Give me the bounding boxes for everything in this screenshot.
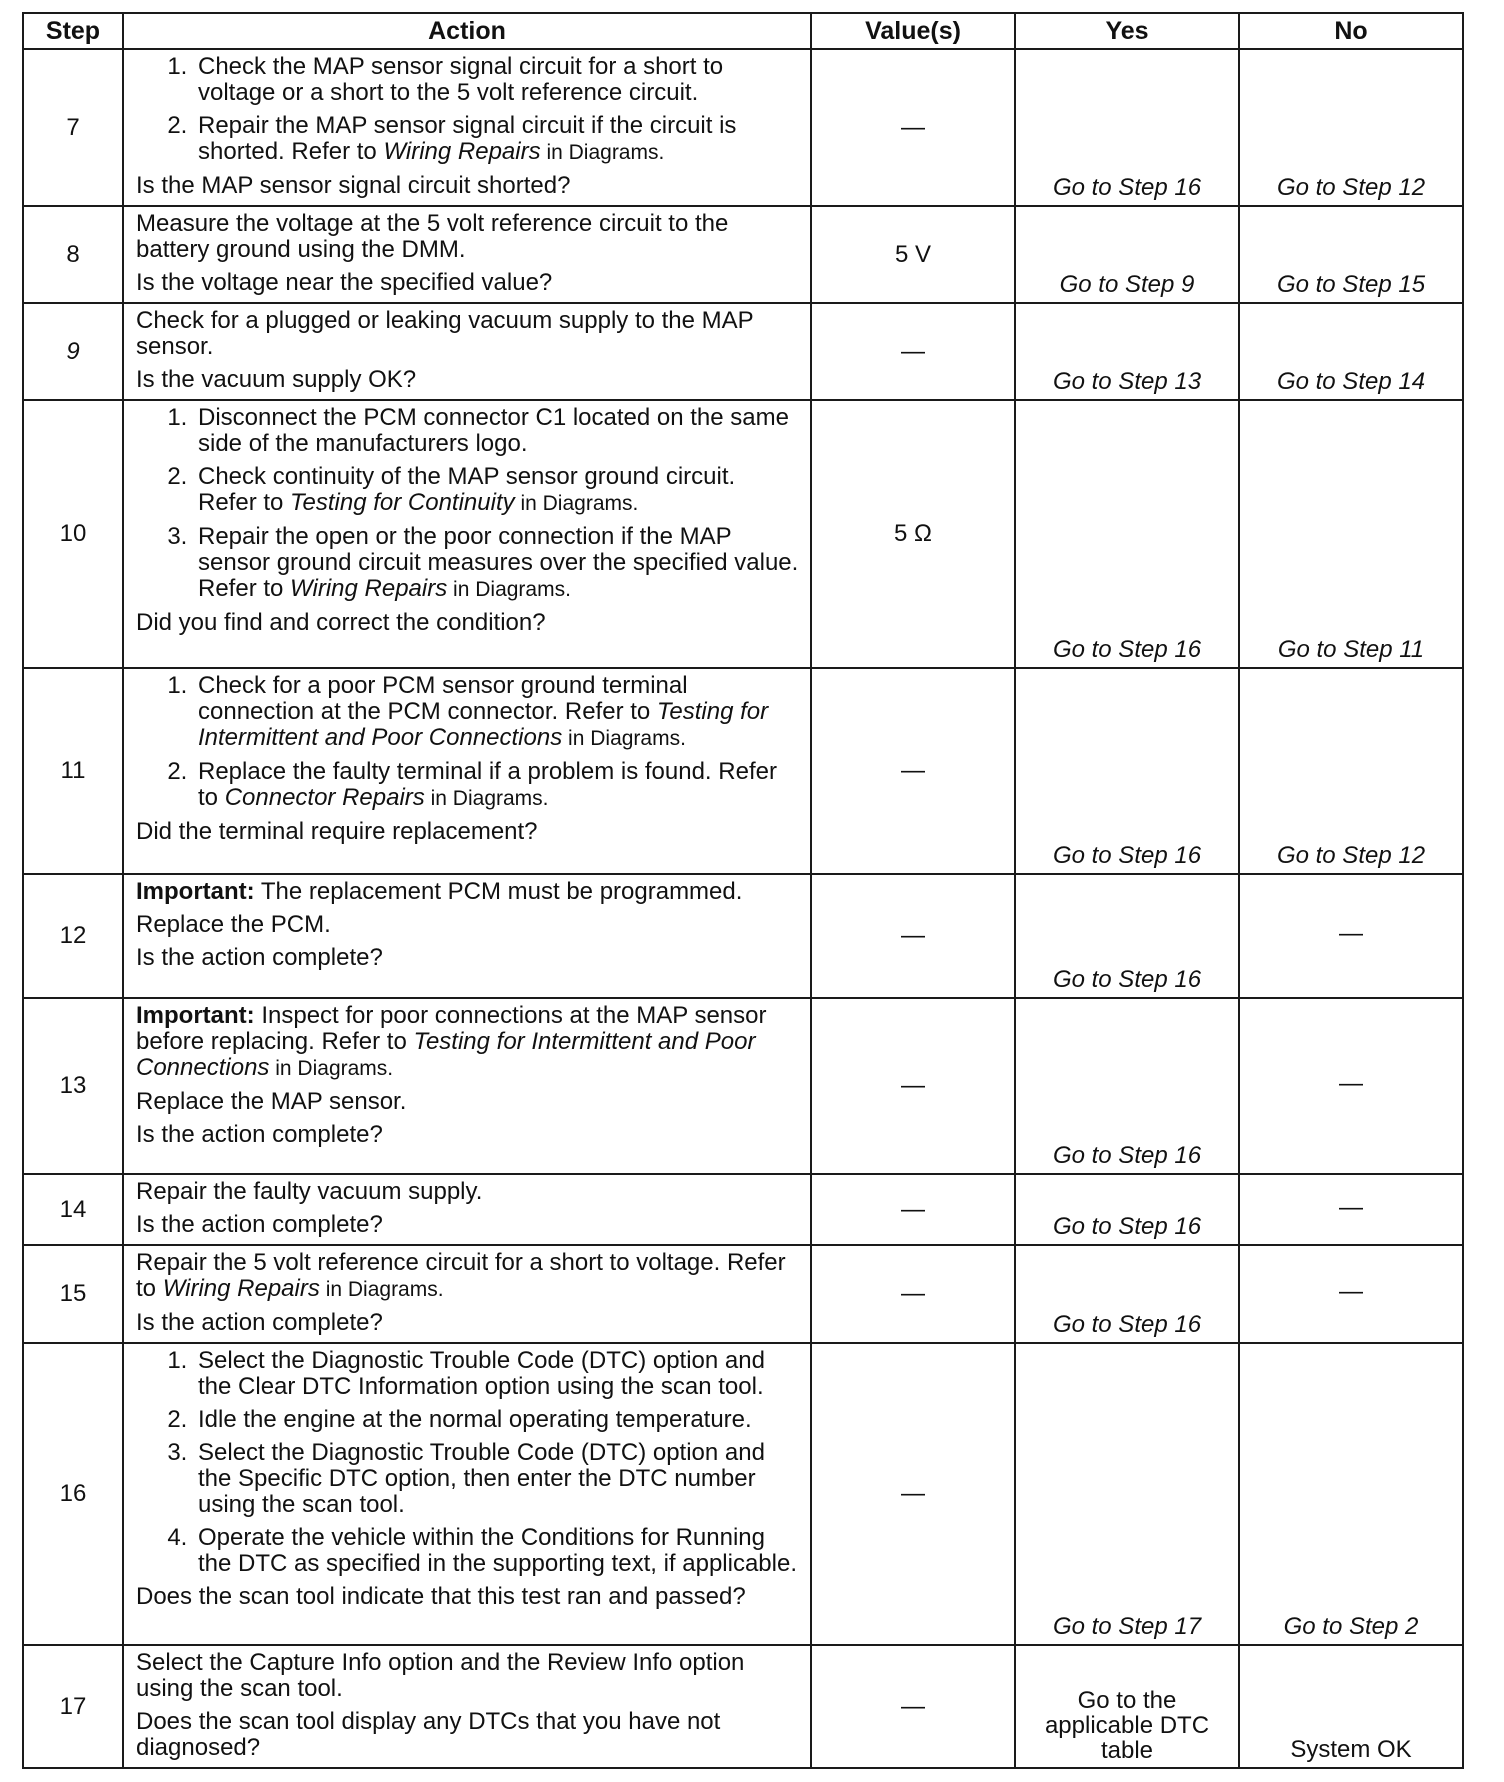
action-text: in Diagrams. (424, 787, 549, 810)
yes-cell: Go to Step 16 (1015, 998, 1239, 1174)
action-cell (123, 1343, 811, 1645)
action-text: Replace the PCM. (136, 911, 331, 938)
action-steps (136, 1348, 800, 1577)
important-text: in Diagrams. (269, 1057, 394, 1080)
action-text: Idle the engine at the normal operating temperature. (198, 1406, 752, 1433)
action-cell (123, 303, 811, 400)
action-question: Is the action complete? (136, 1121, 383, 1148)
no-cell: Go to Step 11 (1239, 400, 1463, 668)
action-question: Is the action complete? (136, 944, 383, 971)
value-cell: 5 V (811, 206, 1015, 303)
yes-cell: Go to Step 16 (1015, 1245, 1239, 1343)
important-note (136, 1003, 800, 1082)
action-text: in Diagrams. (447, 578, 571, 601)
action-cell (123, 998, 811, 1174)
action-cell (123, 1174, 811, 1245)
step-number: 9 (23, 303, 123, 400)
action-text: Check continuity of the MAP sensor ground circuit. Refer to (198, 463, 736, 516)
action-text: Measure the voltage at the 5 volt reference circuit to the battery ground using the DMM. (136, 210, 729, 263)
reference-link: Wiring Repairs (290, 575, 448, 602)
action-step (194, 1348, 800, 1400)
table-row (23, 668, 1463, 874)
yes-cell: Go to Step 16 (1015, 400, 1239, 668)
action-text: Check for a poor PCM sensor ground terminal connection at the PCM connector. Refer to (198, 672, 688, 725)
yes-cell: Go to Step 16 (1015, 874, 1239, 998)
no-cell: — (1239, 1245, 1463, 1343)
action-cell (123, 668, 811, 874)
action-question: Is the vacuum supply OK? (136, 366, 417, 393)
header-action: Action (123, 13, 811, 49)
diagnostic-table-sheet (22, 12, 1462, 1769)
action-text: Select the Capture Info option and the Review Info option using the scan tool. (136, 1649, 745, 1702)
action-cell (123, 49, 811, 206)
reference-link: Wiring Repairs (383, 138, 541, 165)
value-cell: — (811, 1343, 1015, 1645)
action-text: Operate the vehicle within the Conditions for Running the DTC as specified in the supporting text, if applicable. (198, 1524, 797, 1577)
header-step: Step (23, 13, 123, 49)
no-cell: Go to Step 12 (1239, 49, 1463, 206)
table-row (23, 1645, 1463, 1768)
action-text: Repair the open or the poor connection if the MAP sensor ground circuit measures over the specified value. Refer to (198, 523, 799, 602)
important-label: Important: (136, 878, 255, 905)
value-cell: — (811, 668, 1015, 874)
table-row (23, 1245, 1463, 1343)
action-cell (123, 874, 811, 998)
action-text: in Diagrams. (514, 492, 639, 515)
action-cell (123, 1245, 811, 1343)
action-text (136, 1250, 800, 1303)
action-cell (123, 1645, 811, 1768)
action-text: in Diagrams. (319, 1278, 444, 1301)
reference-link: Testing for Intermittent and Poor Connections (198, 698, 769, 751)
value-cell: — (811, 303, 1015, 400)
table-row (23, 400, 1463, 668)
value-cell: — (811, 49, 1015, 206)
yes-cell: Go to Step 16 (1015, 1174, 1239, 1245)
action-text: Disconnect the PCM connector C1 located on the same side of the manufacturers logo. (198, 404, 789, 457)
yes-cell: Go to Step 13 (1015, 303, 1239, 400)
no-cell: — (1239, 874, 1463, 998)
action-step (194, 464, 800, 517)
yes-cell: Go to Step 9 (1015, 206, 1239, 303)
action-step (194, 1407, 800, 1433)
step-number: 14 (23, 1174, 123, 1245)
action-text: Select the Diagnostic Trouble Code (DTC) option and the Clear DTC Information option using the scan tool. (198, 1347, 765, 1400)
yes-cell: Go to Step 17 (1015, 1343, 1239, 1645)
no-cell: — (1239, 998, 1463, 1174)
reference-link: Testing for Continuity (290, 489, 515, 516)
step-number: 13 (23, 998, 123, 1174)
action-step (194, 1525, 800, 1577)
action-cell (123, 400, 811, 668)
step-number: 17 (23, 1645, 123, 1768)
header-yes: Yes (1015, 13, 1239, 49)
no-cell: — (1239, 1174, 1463, 1245)
value-cell: — (811, 1245, 1015, 1343)
table-row (23, 303, 1463, 400)
action-question: Is the action complete? (136, 1309, 383, 1336)
important-note (136, 879, 800, 905)
step-number: 16 (23, 1343, 123, 1645)
table-row (23, 49, 1463, 206)
step-number: 12 (23, 874, 123, 998)
no-cell: Go to Step 12 (1239, 668, 1463, 874)
step-number: 15 (23, 1245, 123, 1343)
table-row (23, 998, 1463, 1174)
action-text: Check for a plugged or leaking vacuum supply to the MAP sensor. (136, 307, 754, 360)
action-text: Check the MAP sensor signal circuit for a short to voltage or a short to the 5 volt reference circuit. (198, 53, 724, 106)
action-question: Is the action complete? (136, 1211, 383, 1238)
action-step (194, 54, 800, 106)
action-steps (136, 54, 800, 166)
action-question: Did the terminal require replacement? (136, 818, 538, 845)
header-no: No (1239, 13, 1463, 49)
action-step (194, 113, 800, 166)
step-number: 7 (23, 49, 123, 206)
yes-cell: Go to Step 16 (1015, 668, 1239, 874)
important-text: Inspect for poor connections at the MAP sensor before replacing. Refer to (136, 1002, 767, 1055)
step-number: 10 (23, 400, 123, 668)
action-question: Does the scan tool display any DTCs that you have not diagnosed? (136, 1708, 721, 1761)
yes-cell: Go to the applicable DTC table (1015, 1645, 1239, 1768)
action-step (194, 759, 800, 812)
action-question: Does the scan tool indicate that this test ran and passed? (136, 1583, 746, 1610)
value-cell: — (811, 874, 1015, 998)
action-question: Is the MAP sensor signal circuit shorted? (136, 172, 571, 199)
action-text: Repair the MAP sensor signal circuit if the circuit is shorted. Refer to (198, 112, 737, 165)
action-text: Replace the MAP sensor. (136, 1088, 407, 1115)
action-text: Select the Diagnostic Trouble Code (DTC) option and the Specific DTC option, then enter the DTC number using the scan tool. (198, 1439, 765, 1518)
table-row (23, 874, 1463, 998)
action-step (194, 524, 800, 603)
action-step (194, 673, 800, 752)
value-cell: — (811, 1645, 1015, 1768)
action-question: Is the voltage near the specified value? (136, 269, 553, 296)
no-cell: Go to Step 14 (1239, 303, 1463, 400)
step-number: 8 (23, 206, 123, 303)
action-text: in Diagrams. (562, 727, 686, 750)
table-row (23, 206, 1463, 303)
action-cell (123, 206, 811, 303)
action-text: Repair the faulty vacuum supply. (136, 1178, 483, 1205)
diagnostic-table (22, 12, 1464, 1769)
important-text: The replacement PCM must be programmed. (254, 878, 743, 905)
header-value: Value(s) (811, 13, 1015, 49)
header-row (23, 13, 1463, 49)
no-cell: System OK (1239, 1645, 1463, 1768)
action-step (194, 405, 800, 457)
action-text: in Diagrams. (540, 141, 665, 164)
table-row (23, 1174, 1463, 1245)
action-steps (136, 405, 800, 603)
action-text: Replace the faulty terminal if a problem is found. Refer to (198, 758, 777, 811)
table-row (23, 1343, 1463, 1645)
no-cell: Go to Step 15 (1239, 206, 1463, 303)
reference-link: Wiring Repairs (162, 1275, 320, 1302)
value-cell: 5 Ω (811, 400, 1015, 668)
no-cell: Go to Step 2 (1239, 1343, 1463, 1645)
action-step (194, 1440, 800, 1518)
action-text: Repair the 5 volt reference circuit for a short to voltage. Refer to (136, 1249, 786, 1302)
yes-cell: Go to Step 16 (1015, 49, 1239, 206)
reference-link: Testing for Intermittent and Poor Connections (136, 1028, 756, 1081)
step-number: 11 (23, 668, 123, 874)
value-cell: — (811, 998, 1015, 1174)
value-cell: — (811, 1174, 1015, 1245)
action-steps (136, 673, 800, 812)
reference-link: Connector Repairs (224, 784, 425, 811)
important-label: Important: (136, 1002, 255, 1029)
action-question: Did you find and correct the condition? (136, 609, 546, 636)
